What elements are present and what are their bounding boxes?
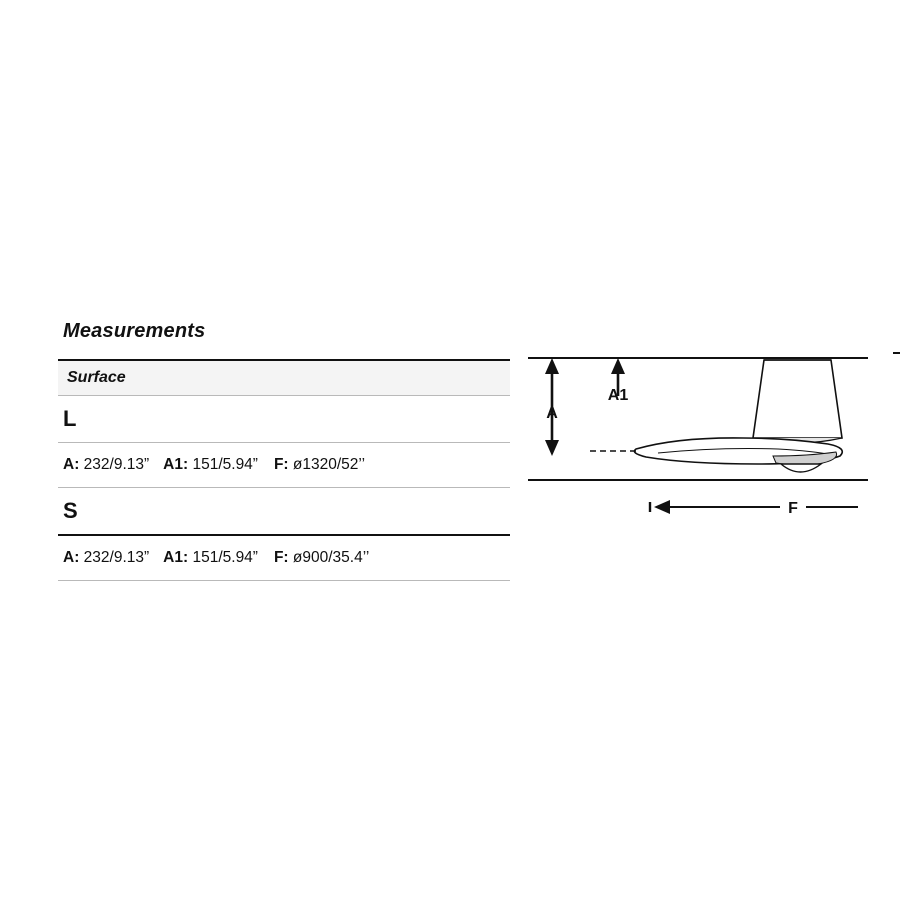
dimension-key: A:	[63, 549, 80, 566]
dimension-value: ø1320/52’’	[292, 456, 366, 473]
table-row	[58, 536, 510, 580]
dimension-value: 232/9.13”	[83, 549, 150, 566]
table-bottom-rule	[58, 580, 510, 581]
dimension-a	[63, 549, 149, 567]
measurements-table	[58, 359, 510, 581]
dimension-value: 151/5.94”	[192, 456, 258, 473]
dimension-f	[274, 456, 365, 474]
drawing-svg	[528, 352, 868, 532]
page-title: Measurements	[63, 320, 206, 342]
dimension-label-a1: A1	[607, 387, 629, 404]
dimension-value: ø900/35.4’’	[292, 549, 370, 566]
dimension-a	[63, 456, 149, 474]
arrow-left-icon	[654, 500, 670, 514]
arrow-down-icon	[545, 440, 559, 456]
dimension-key: A1:	[163, 456, 189, 473]
dimension-value: 151/5.94”	[192, 549, 258, 566]
page-edge-tick	[893, 352, 900, 354]
table-row	[58, 488, 510, 534]
dimension-label-a: A	[546, 405, 558, 422]
dimension-label-f: F	[788, 500, 798, 517]
dimension-key: A1:	[163, 549, 189, 566]
dimension-value: 232/9.13”	[83, 456, 150, 473]
dimension-f	[274, 549, 369, 567]
dimension-key: F:	[273, 456, 289, 473]
lamp-shade-shape	[753, 360, 842, 438]
dimension-a1	[163, 456, 258, 474]
product-dimension-drawing	[528, 352, 868, 532]
table-row	[58, 443, 510, 487]
arrow-up-icon	[545, 358, 559, 374]
bottom-dome	[781, 464, 821, 472]
table-header-row	[58, 361, 510, 395]
size-label-s: S	[63, 498, 78, 523]
dimension-key: A:	[63, 456, 80, 473]
arrow-up-icon	[611, 358, 625, 374]
dimension-a1	[163, 549, 258, 567]
size-label-l: L	[63, 406, 77, 431]
column-header-surface: Surface	[67, 369, 126, 386]
table-row	[58, 396, 510, 442]
dimension-key: F:	[273, 549, 289, 566]
